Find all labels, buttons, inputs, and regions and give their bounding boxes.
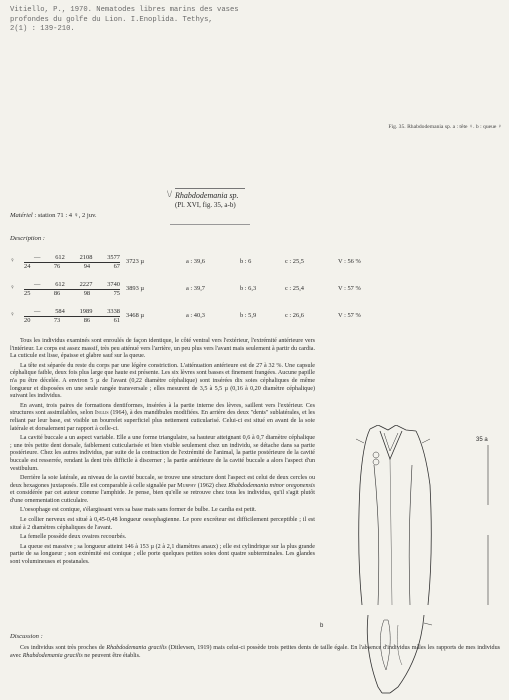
formula-value: 24: [24, 263, 31, 270]
ratio-c: c : 25,4: [285, 285, 304, 292]
author-ref: Inglis: [94, 410, 109, 417]
ratio-a: a : 40,3: [186, 312, 205, 319]
formula-value: 73: [53, 317, 61, 324]
text-span: (1962) chez: [196, 482, 229, 489]
material-label: Matériel: [10, 212, 33, 219]
formula-value: 3740: [107, 281, 120, 288]
formula-value: 2108: [79, 254, 93, 261]
ratio-b: b : 5,9: [240, 312, 257, 319]
ratio-a: a : 39,6: [186, 258, 205, 265]
ratio-b: b : 6: [240, 258, 252, 265]
formula-value: 612: [55, 254, 65, 261]
ratio-v: V : 57 %: [338, 312, 361, 319]
measurement-formula: [24, 281, 120, 298]
reference-line: profondes du golfe du Lion. I.Enoplida. Tethys,: [10, 15, 213, 24]
female-symbol: ♀: [10, 284, 15, 291]
discussion-heading: Discussion :: [10, 633, 43, 640]
body-text: [10, 338, 315, 569]
material-line: [10, 212, 97, 219]
text-span: En avant, trois paires de formations dentiformes, insérées à la partie interne des lèvres, saillent vers l'extérieur. Ces structures sont assimilables, selon: [10, 402, 315, 417]
reference-line: 2(1) : 139-210.: [10, 25, 75, 33]
text-span: Derrière la soie latérale, au niveau de la cavité buccale, se trouve une structure dont l'aspect est celui de deux cercles ou deux hexagones juxtaposés. Elle est comparable à celle signalée par: [10, 475, 315, 489]
figure-caption: Fig. 35. Rhabdodemania sp. a : tête ♀. b : queue ♀: [388, 124, 502, 130]
formula-value: 2227: [79, 281, 93, 288]
formula-value: 75: [113, 290, 120, 297]
paragraph: La tête est séparée du reste du corps par une légère constriction. L'atténuation antérieure est de 27 à 32 %. Une capsule céphalique faible, deux fois plus large que haute est présente. Les six lèvres sont basses et finement frangées. Aucune papille n'a pu être décelée. A environ 5 µ de l'avant (0,22 diamètre céphalique) sont insérées dix soies céphaliques de même longueur et disposées en une seule rangée transversale ; elles mesurent de 3,5 à 5,5 µ (0,16 à 0,20 diamètre céphalique) suivant les individus.: [10, 362, 315, 400]
figure-label-b: b: [320, 623, 324, 629]
check-mark-icon: \/: [167, 189, 173, 199]
reference-line: Vitiello, P., 1970. Nematodes libres marins des vases: [10, 6, 239, 14]
formula-value: 86: [53, 290, 61, 297]
formula-value: —: [34, 254, 41, 261]
paragraph: L'oesophage est conique, s'élargissant vers sa base mais sans former de bulbe. Le cardia est petit.: [20, 507, 257, 514]
formula-value: 584: [55, 308, 65, 315]
material-text: : station 71 : 4 ♀, 2 juv.: [32, 212, 97, 219]
paragraph: [10, 403, 315, 433]
female-symbol: ♀: [10, 257, 15, 264]
total-length: 3893 µ: [126, 285, 145, 292]
ratio-b: b : 6,3: [240, 285, 257, 292]
text-span: ne peuvent être établis.: [82, 652, 141, 659]
paragraph: La femelle possède deux ovaires recourbés.: [20, 534, 127, 541]
formula-value: 25: [24, 290, 31, 297]
species-ref: Rhabdodemania gracilis: [106, 645, 167, 651]
formula-value: 76: [53, 263, 61, 270]
formula-value: 61: [113, 317, 120, 324]
nematode-drawing: [318, 425, 508, 695]
paragraph: [10, 475, 315, 505]
paragraph: La queue est massive ; sa longueur atteint 146 à 153 µ (2 à 2,1 diamètres anaux) ; elle est cylindrique sur la plus grande partie de sa longueur ; son extrémité est conique ; elle porte quelques petites soies dont quatre subterminales. Les glandes sont volumineuses et postanales.: [10, 543, 315, 566]
plate-reference: (Pl. XVI, fig. 35, a-b): [175, 201, 236, 209]
ratio-c: c : 26,6: [285, 312, 304, 319]
ratio-v: V : 56 %: [338, 258, 361, 265]
formula-value: 94: [83, 263, 91, 270]
paragraph: Tous les individus examinés sont enroulés de façon identique, le côté ventral vers l'extérieur, l'extrémité antérieure vers l'intérieur. Le corps est assez massif, très peu atténué vers l'arrière, un peu plus vers l'avant mais seulement à partir du cardia. La cuticule est lisse, épaisse et glabre sauf sur la queue.: [10, 338, 315, 360]
text-span: (1964), à des mandibules modifiées. En arrière des deux "dents" sublatérales, et les reliant par leur base, est visible un bourrelet superficiel plus nettement cuticularisé. Celui-ci est situé en avant de la soie latérale et dorsalement par rapport à celle-ci.: [10, 410, 315, 432]
description-label: Description :: [10, 235, 45, 242]
paragraph: La cavité buccale a un aspect variable. Elle a une forme triangulaire, sa hauteur atteignant 0,6 à 0,7 diamètre céphalique ; une très petite dent dorsale, faiblement cuticularisée et bien visible seulement chez un individu, se détache dans sa partie postérieure. Chez les autres individus, par suite de la contraction de l'extrémité de l'animal, la partie postérieure de la cavité buccale est resserrée, rendant la dent très difficile à discerner ; la partie antérieure de la cavité buccale a alors l'aspect d'un vestibulum.: [10, 435, 315, 472]
formula-value: —: [34, 281, 41, 288]
species-ref: Rhabdodemania minor oregonensis: [228, 482, 315, 489]
measurement-formula: [24, 308, 120, 325]
divider: [170, 224, 250, 225]
formula-value: 1989: [79, 308, 93, 315]
text-span: (Ditlevsen, 1919) mais celui-ci possède trois petites dents de taille égale. En l'absence d'individus mâles les rapports de mes individus avec: [10, 645, 500, 659]
text-span: et considérée par cet auteur comme l'amphide. Je pense, bien qu'elle se retrouve chez tous les individus, qu'il s'agit plutôt d'une ornementation cuticulaire.: [10, 490, 315, 504]
formula-value: 86: [83, 317, 91, 324]
formula-value: —: [34, 308, 41, 315]
species-name: Rhabdodemania sp.: [175, 191, 239, 200]
total-length: 3468 µ: [126, 312, 145, 319]
author-ref: Murphy: [177, 482, 197, 489]
measurement-formula: [24, 254, 120, 271]
species-ref: Rhabdodemania gracilis: [22, 652, 83, 659]
ratio-v: V : 57 %: [338, 285, 361, 292]
formula-value: 3577: [107, 254, 120, 261]
figure-label-a: 35 a: [476, 437, 488, 443]
formula-value: 67: [113, 263, 120, 270]
total-length: 3723 µ: [126, 258, 145, 265]
formula-value: 98: [83, 290, 91, 297]
ratio-c: c : 25,5: [285, 258, 304, 265]
ratio-a: a : 39,7: [186, 285, 205, 292]
formula-value: 612: [55, 281, 65, 288]
species-heading: [167, 189, 395, 210]
divider: [175, 188, 245, 189]
bibliographic-reference: [10, 6, 239, 35]
nematode-illustration: [318, 425, 508, 695]
paragraph: Le collier nerveux est situé à 0,45-0,48 longueur oesophagienne. Le pore excréteur est difficilement perceptible ; il est situé à 2 diamètres céphaliques de l'avant.: [10, 517, 315, 531]
formula-value: 20: [24, 317, 31, 324]
text-span: Ces individus sont très proches de: [20, 645, 107, 651]
female-symbol: ♀: [10, 311, 15, 318]
formula-value: 3338: [107, 308, 120, 315]
